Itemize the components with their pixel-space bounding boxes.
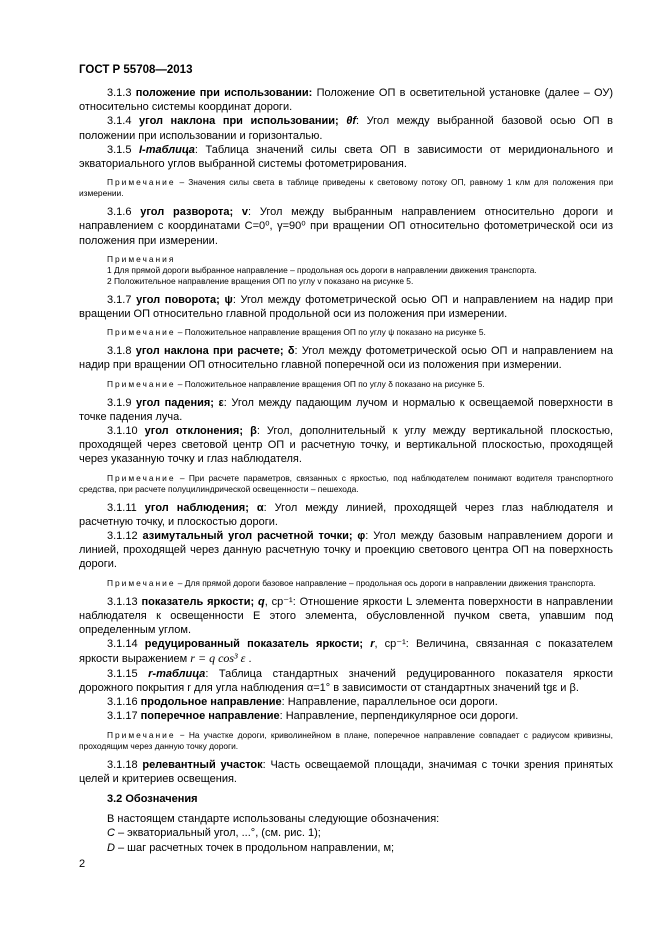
clause-3-1-5: 3.1.5 I-таблица: Таблица значений силы света ОП в зависимости от меридионального и экваториального углов выбранной системы фотометрирования.: [79, 143, 613, 171]
clause-3-1-11: 3.1.11 угол наблюдения; α: Угол между линией, проходящей через глаз наблюдателя и расчетную точку, и плоскостью дороги.: [79, 501, 614, 528]
note-3-1-8: Примечание – Положительное направление вращения ОП по углу δ показано на рисунке 5.: [107, 378, 485, 389]
note-3-1-6-2: 2 Положительное направление вращения ОП по углу v показано на рисунке 5.: [107, 275, 414, 286]
note-3-1-17: Примечание − На участке дороги, криволинейном в плане, поперечное направление совпадает с радиусом кривизны, проходящим через данную точку дороги.: [79, 729, 613, 751]
document-id: ГОСТ Р 55708—2013: [79, 64, 193, 76]
page-number: 2: [79, 858, 86, 870]
note-3-1-5: Примечание – Значения силы света в таблице приведены к световому потоку ОП, равному 1 клм для положения при измерении.: [79, 177, 613, 199]
note-3-1-10: Примечание – При расчете параметров, связанных с яркостью, под наблюдателем понимают водителя транспортного средства, при расчете полуцилиндрической освещенности – пешехода.: [79, 472, 613, 494]
note-3-1-12: Примечание – Для прямой дороги базовое направление – продольная ось дороги в направлении движения транспорта.: [107, 577, 596, 588]
clause-3-1-12: 3.1.12 азимутальный угол расчетной точки; φ: Угол между базовым направлением дороги и линией, проходящей через данную расчетную точку и проекцию светового центра ОП на поверхность дороги.: [79, 530, 614, 571]
clause-3-1-10: 3.1.10 угол отклонения; β: Угол, дополнительный к углу между вертикальной плоскостью, проходящей через световой центр ОП и расчетную точку, и вертикальной плоскостью, проходящей через указанную точку и глаз наблюдателя.: [79, 425, 614, 466]
clause-3-1-18: 3.1.18 релевантный участок: Часть освещаемой площади, значимая с точки зрения принятых целей и критериев освещения.: [79, 758, 613, 785]
note-3-1-6-1: 1 Для прямой дороги выбранное направление – продольная ось дороги в направлении движения транспорта.: [107, 264, 537, 275]
main-content: [79, 86, 613, 855]
clause-3-1-7: 3.1.7 угол поворота; ψ: Угол между фотометрической осью ОП и направлением на надир при вращении ОП относительно главной продольной оси из положения при измерении.: [79, 293, 613, 321]
notes-3-1-6-label: Примечания: [107, 253, 176, 264]
clause-3-1-17: 3.1.17 поперечное направление: Направление, перпендикулярное оси дороги.: [107, 710, 519, 723]
section-heading-3-2: 3.2 Обозначения: [107, 792, 198, 805]
clause-3-1-14: 3.1.14 редуцированный показатель яркости; r, ср⁻¹: Величина, связанная с показателем яркости выражением r = q cos³ ε .: [79, 638, 613, 666]
clause-3-1-8: 3.1.8 угол наклона при расчете; δ: Угол между фотометрической осью ОП и направлением на надир при вращении ОП относительно главной поперечной оси из положения при измерении.: [79, 345, 613, 372]
clause-3-1-16: 3.1.16 продольное направление: Направление, параллельное оси дороги.: [107, 696, 498, 709]
clause-3-1-6: 3.1.6 угол разворота; v: Угол между выбранным направлением относительно дороги и направлением с координатами С=0⁰, γ=90⁰ при вращении ОП относительно фотометрической оси из положения при измерении.: [79, 206, 614, 247]
clause-3-1-4: 3.1.4 угол наклона при использовании; θf: Угол между выбранной базовой осью ОП в положении при использовании и горизонталью.: [79, 115, 613, 142]
symbol-item: D – шаг расчетных точек в продольном направлении, м;: [107, 841, 395, 854]
note-3-1-7: Примечание – Положительное направление вращения ОП по углу ψ показано на рисунке 5.: [107, 327, 486, 338]
clause-3-1-9: 3.1.9 угол падения; ε: Угол между падающим лучом и нормалью к освещаемой поверхности в точке падения луча.: [79, 396, 613, 423]
clause-3-1-15: 3.1.15 r-таблица: Таблица стандартных значений редуцированного показателя яркости дорожного покрытия r для угла наблюдения α=1° в зависимости от стандартных значений tgε и β.: [79, 667, 614, 694]
section-intro: В настоящем стандарте использованы следующие обозначения:: [107, 813, 440, 826]
clause-3-1-13: 3.1.13 показатель яркости; q, ср⁻¹: Отношение яркости L элемента поверхности в направлении наблюдателя к освещенности E этого элемента, обусловленной пучком света, упавшим под определенным углом.: [79, 595, 614, 637]
formula-r: r = q cos³ ε: [190, 651, 246, 666]
clause-3-1-3: 3.1.3 положение при использовании: Положение ОП в осветительной установке (далее – ОУ) относительно системы координат дороги.: [79, 87, 614, 114]
symbol-item: C – экваториальный угол, ...°, (см. рис. 1);: [107, 827, 321, 840]
